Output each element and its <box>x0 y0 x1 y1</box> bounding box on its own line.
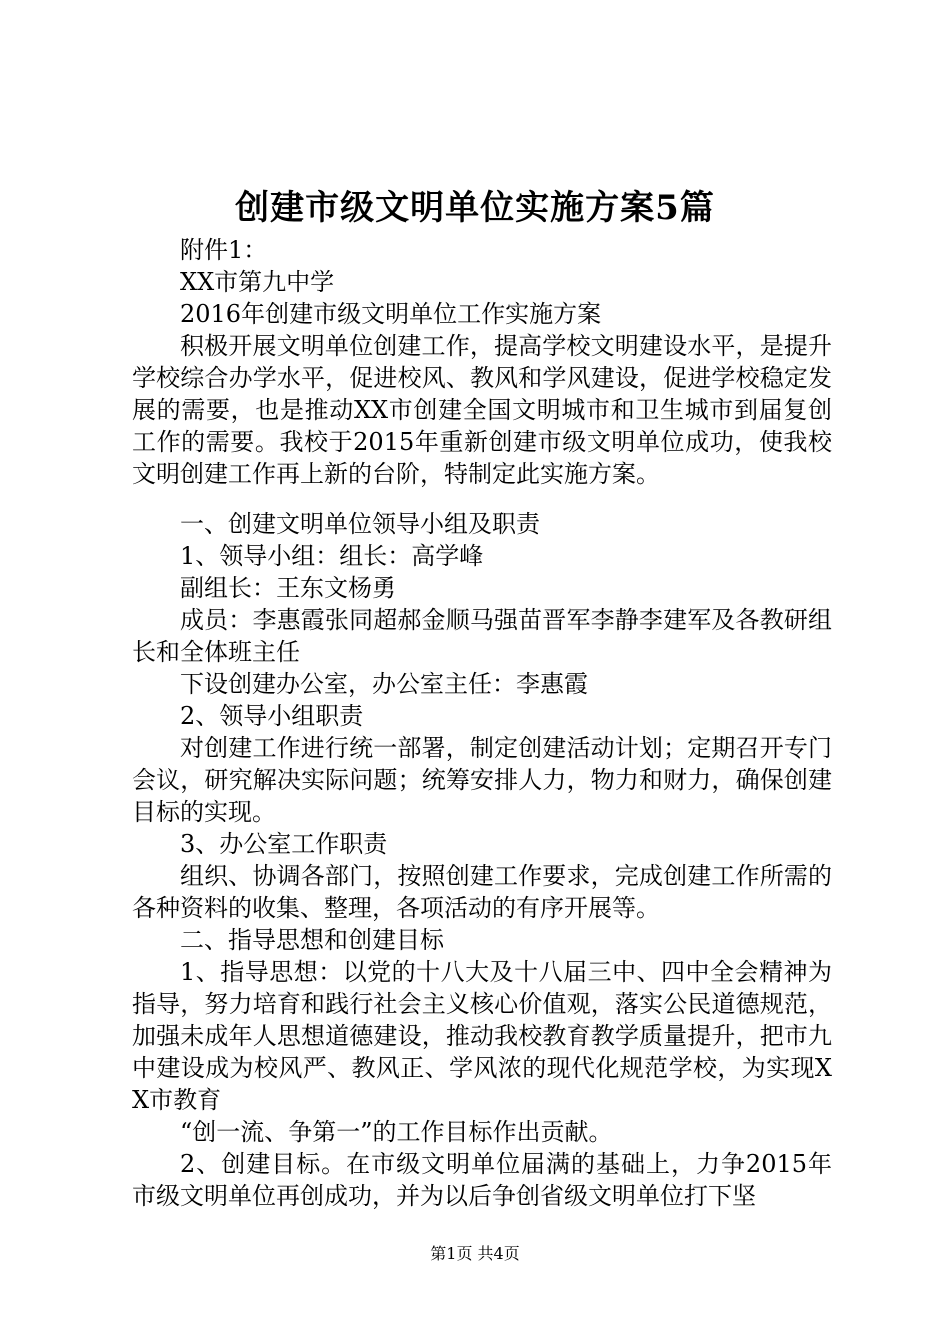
paragraph-office: 下设创建办公室，办公室主任：李惠霞 <box>180 670 588 698</box>
paragraph-leader: 1、领导小组：组长：高学峰 <box>180 542 484 570</box>
paragraph-gap <box>132 490 832 508</box>
subheading-office-duties: 3、办公室工作职责 <box>180 830 388 858</box>
paragraph-guiding-ideology: 1、指导思想：以党的十八大及十八届三中、四中全会精神为指导，努力培育和践行社会主义核心价值观，落实公民道德规范，加强未成年人思想道德建设，推动我校教育教学质量提升，把市九中建设成为校风严、教风正、学风浓的现代化规范学校，为实现XX市教育 <box>132 958 832 1114</box>
paragraph-duties: 对创建工作进行统一部署，制定创建活动计划；定期召开专门会议，研究解决实际问题；统筹安排人力，物力和财力，确保创建目标的实现。 <box>132 734 832 826</box>
document-title: 创建市级文明单位实施方案5篇 <box>235 188 715 228</box>
paragraph-office-duties: 组织、协调各部门，按照创建工作要求，完成创建工作所需的各种资料的收集、整理，各项活动的有序开展等。 <box>132 862 832 922</box>
section-heading-2: 二、指导思想和创建目标 <box>180 926 444 954</box>
page-footer: 第1页 共4页 <box>430 1244 520 1263</box>
paragraph-deputy: 副组长：王东文杨勇 <box>180 574 396 602</box>
paragraph-goal-slogan: “创一流、争第一”的工作目标作出贡献。 <box>180 1118 613 1146</box>
section-heading-1: 一、创建文明单位领导小组及职责 <box>180 510 540 538</box>
paragraph-attachment: 附件1： <box>180 236 268 264</box>
paragraph-members: 成员：李惠霞张同超郝金顺马强苗晋军李静李建军及各教研组长和全体班主任 <box>132 606 832 666</box>
document-body <box>132 234 832 1212</box>
paragraph-plan-title: 2016年创建市级文明单位工作实施方案 <box>180 300 602 328</box>
paragraph-school: XX市第九中学 <box>180 268 335 296</box>
subheading-duties: 2、领导小组职责 <box>180 702 364 730</box>
paragraph-intro: 积极开展文明单位创建工作，提高学校文明建设水平，是提升学校综合办学水平，促进校风、教风和学风建设，促进学校稳定发展的需要，也是推动XX市创建全国文明城市和卫生城市到届复创工作的需要。我校于2015年重新创建市级文明单位成功，使我校文明创建工作再上新的台阶，特制定此实施方案。 <box>132 332 832 488</box>
paragraph-goal: 2、创建目标。在市级文明单位届满的基础上，力争2015年市级文明单位再创成功，并为以后争创省级文明单位打下坚 <box>132 1150 832 1210</box>
